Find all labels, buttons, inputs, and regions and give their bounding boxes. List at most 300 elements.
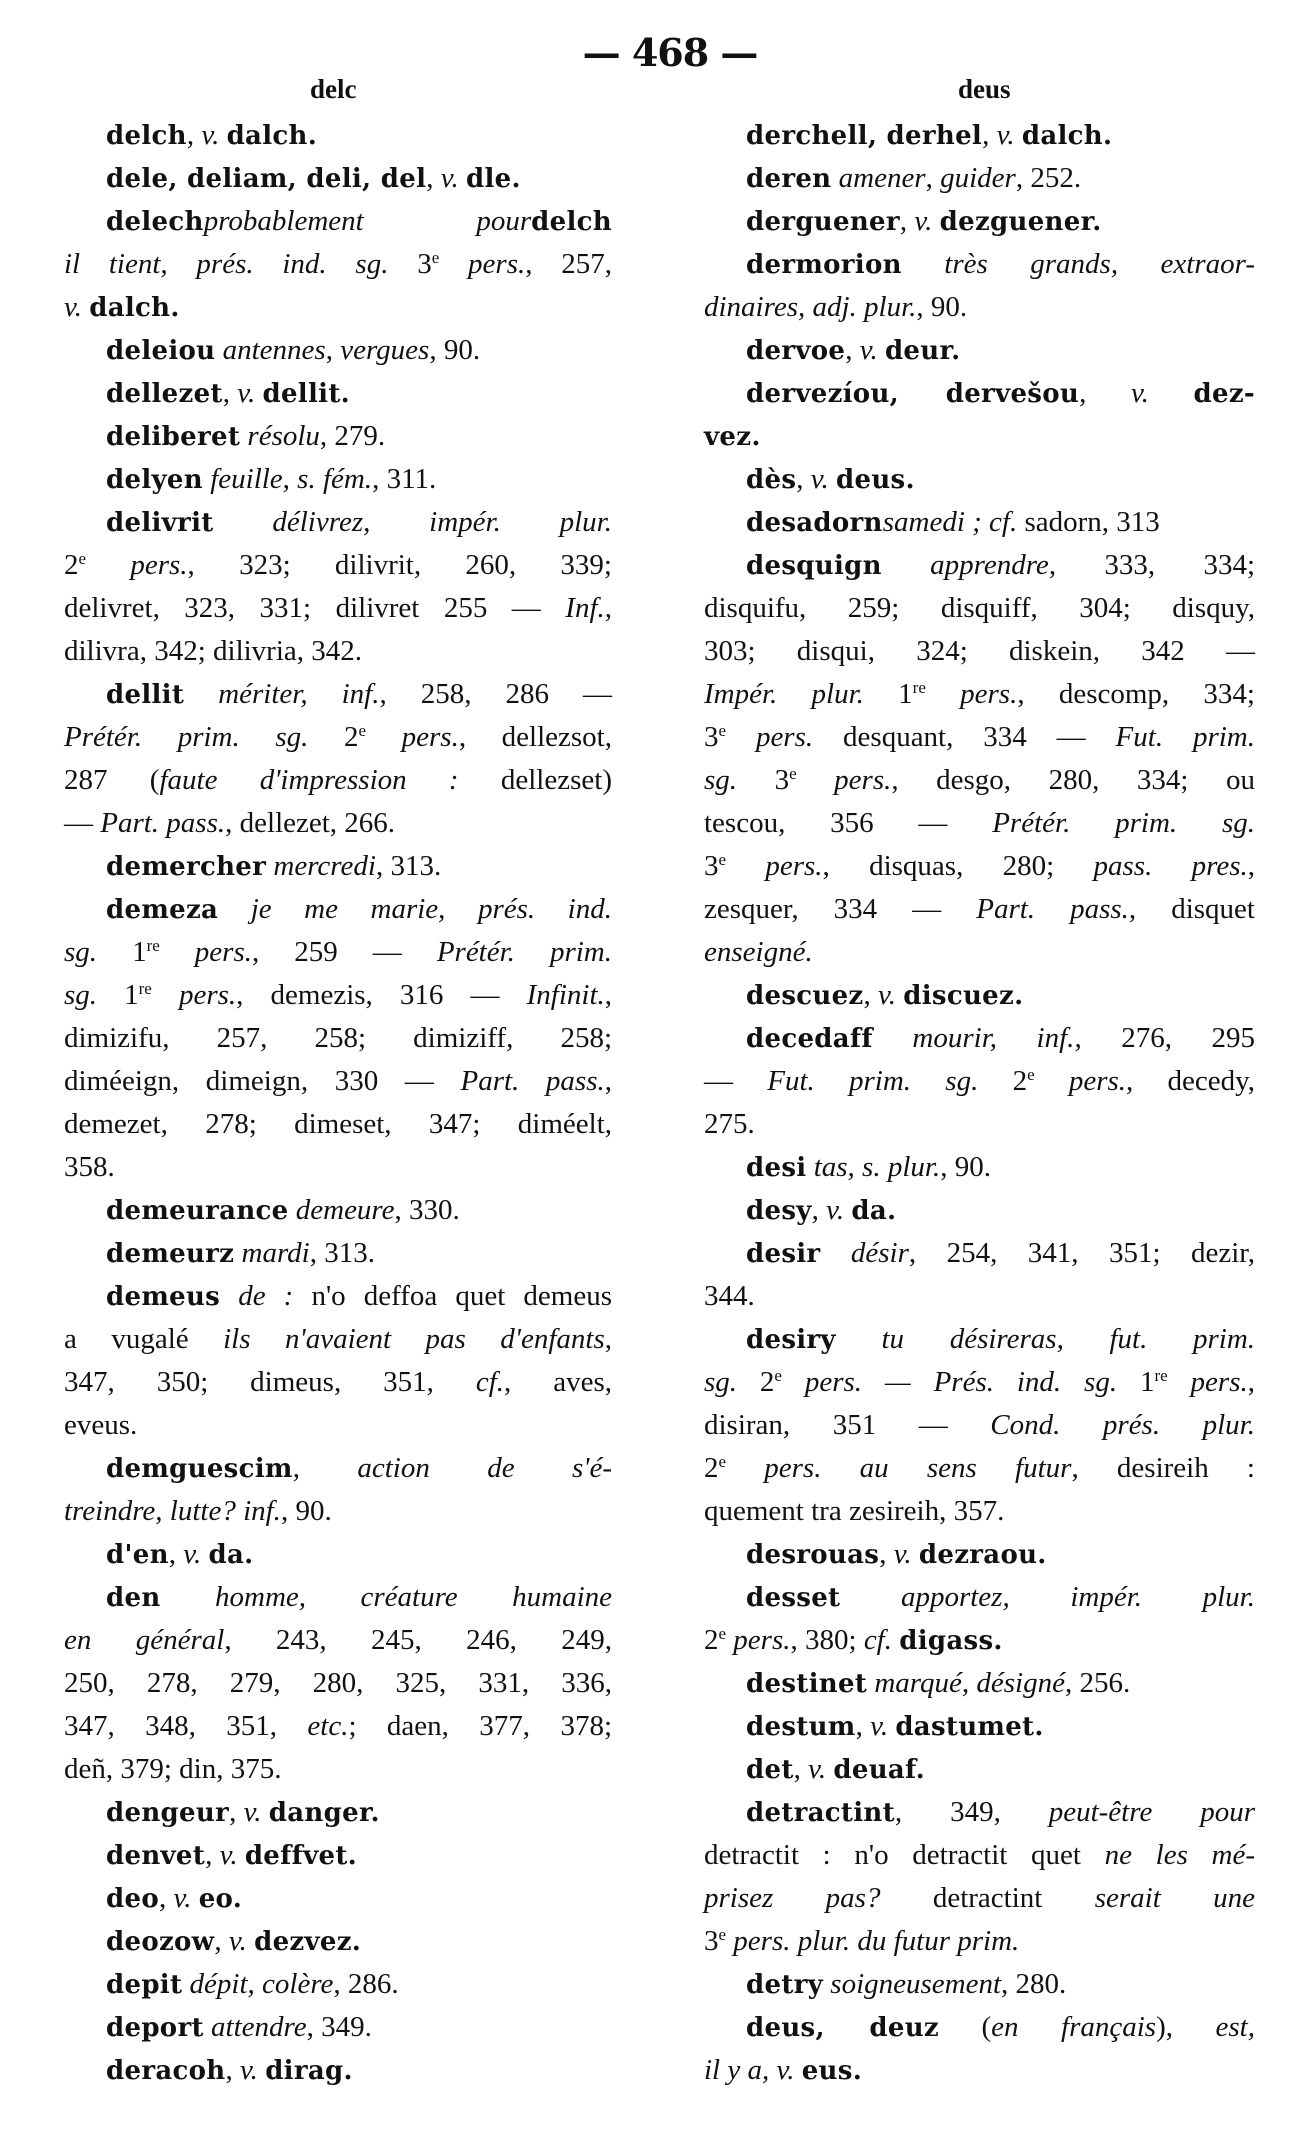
italic-text: résolu bbox=[247, 420, 320, 452]
roman-text: , disquet bbox=[1128, 893, 1255, 925]
roman-text bbox=[912, 1538, 919, 1570]
dictionary-continuation-line bbox=[64, 1705, 612, 1748]
dictionary-entry-line bbox=[64, 2006, 612, 2049]
headword: desir bbox=[746, 1239, 821, 1269]
superscript: e bbox=[718, 1624, 727, 1643]
roman-text bbox=[214, 506, 273, 538]
roman-text: , bbox=[604, 979, 612, 1011]
dictionary-entry-line bbox=[64, 1834, 612, 1877]
roman-text: , bbox=[793, 1753, 809, 1785]
italic-text: v. bbox=[64, 291, 82, 323]
italic-text: v. bbox=[228, 1925, 247, 1957]
italic-text: faute d'impression : bbox=[159, 764, 459, 796]
roman-text: detractint bbox=[880, 1882, 1095, 1914]
italic-text: pers. bbox=[796, 764, 892, 796]
italic-text: je me marie, prés. ind. bbox=[250, 893, 612, 925]
roman-text bbox=[902, 248, 944, 280]
roman-text: 2 bbox=[759, 1366, 775, 1398]
roman-text: , bbox=[1247, 1366, 1255, 1398]
headword: deus, deuz bbox=[746, 2013, 940, 2043]
dictionary-continuation-line bbox=[704, 1490, 1255, 1533]
italic-text: cf. bbox=[475, 1366, 505, 1398]
roman-text: , 90. bbox=[280, 1495, 332, 1527]
headword: descuez bbox=[746, 981, 864, 1011]
roman-text: , bbox=[1079, 377, 1131, 409]
superscript: e bbox=[431, 248, 440, 267]
roman-text: 287 ( bbox=[64, 764, 160, 796]
roman-text: 3 bbox=[704, 1925, 719, 1957]
dictionary-continuation-line bbox=[64, 1318, 612, 1361]
superscript: e bbox=[1027, 1065, 1035, 1084]
roman-text: tescou, 356 — bbox=[704, 807, 993, 839]
dictionary-entry-line bbox=[704, 501, 1255, 544]
roman-text: detractit : n'o detractit quet bbox=[704, 1839, 1105, 1871]
dictionary-entry-line bbox=[64, 1963, 612, 2006]
italic-text: Part. pass. bbox=[976, 893, 1129, 925]
italic-text: demeure bbox=[295, 1194, 395, 1226]
roman-text: delivret, 323, 331; dilivret 255 — bbox=[64, 592, 566, 624]
superscript: e bbox=[718, 1925, 727, 1944]
roman-text: , bbox=[186, 119, 202, 151]
headword: d'en bbox=[106, 1540, 169, 1570]
roman-text bbox=[161, 1581, 215, 1613]
headword: dermorion bbox=[746, 250, 902, 280]
headword: deus. bbox=[836, 465, 915, 495]
dictionary-continuation-line bbox=[704, 1447, 1255, 1490]
dictionary-entry-line bbox=[704, 1533, 1255, 1576]
italic-text: pass. pres. bbox=[1093, 850, 1248, 882]
headword: deport bbox=[106, 2013, 204, 2043]
headword: da. bbox=[208, 1540, 254, 1570]
roman-text: , 313. bbox=[375, 850, 442, 882]
roman-text: dimizifu, 257, 258; dimiziff, 258; bbox=[64, 1022, 612, 1054]
dictionary-continuation-line bbox=[704, 673, 1255, 716]
italic-text: il y a, v. bbox=[704, 2054, 795, 2086]
roman-text bbox=[840, 1581, 901, 1613]
headword: depit bbox=[106, 1970, 183, 2000]
roman-text: ), bbox=[1156, 2011, 1216, 2043]
italic-text: mourir, inf. bbox=[912, 1022, 1075, 1054]
headword: detractint bbox=[746, 1798, 895, 1828]
dictionary-entry-line bbox=[704, 1576, 1255, 1619]
superscript: re bbox=[146, 936, 160, 955]
dictionary-continuation-line bbox=[704, 802, 1255, 845]
roman-text: , bbox=[229, 1796, 244, 1828]
roman-text: , 257, bbox=[525, 248, 612, 280]
dictionary-continuation-line bbox=[704, 845, 1255, 888]
headword: dezraou. bbox=[918, 1540, 1047, 1570]
dictionary-entry-line bbox=[64, 200, 612, 243]
roman-text bbox=[182, 1968, 189, 2000]
headword: dalch. bbox=[89, 293, 180, 323]
roman-text: , bbox=[325, 334, 341, 366]
roman-text: , 259 — bbox=[252, 936, 437, 968]
roman-text: 275. bbox=[704, 1108, 755, 1140]
italic-text: mériter, inf. bbox=[218, 678, 380, 710]
roman-text bbox=[1149, 377, 1194, 409]
roman-text bbox=[219, 119, 226, 151]
dictionary-entry-line bbox=[704, 2006, 1255, 2049]
headword: denvet bbox=[106, 1841, 206, 1871]
dictionary-entry-line bbox=[704, 157, 1255, 200]
dictionary-entry-line bbox=[704, 329, 1255, 372]
italic-text: attendre bbox=[211, 2011, 307, 2043]
roman-text: 2 bbox=[64, 549, 79, 581]
dictionary-entry-line bbox=[64, 501, 612, 544]
italic-text: Prétér. prim. sg. bbox=[992, 807, 1255, 839]
roman-text: , 243, 245, 246, 249, bbox=[224, 1624, 613, 1656]
italic-text: serait une bbox=[1094, 1882, 1255, 1914]
italic-text: cf. bbox=[863, 1624, 892, 1656]
headword: derchell, derhel bbox=[746, 121, 983, 151]
italic-text: feuille, s. fém. bbox=[210, 463, 373, 495]
italic-text: v. bbox=[183, 1538, 202, 1570]
italic-text: sg. bbox=[704, 1366, 760, 1398]
italic-text: très grands, extraor- bbox=[944, 248, 1255, 280]
headword: desquign bbox=[746, 551, 882, 581]
roman-text bbox=[836, 1323, 882, 1355]
roman-text: , 256. bbox=[1064, 1667, 1131, 1699]
roman-text: , bbox=[982, 119, 997, 151]
headword: da. bbox=[851, 1196, 897, 1226]
headword: desiry bbox=[746, 1325, 836, 1355]
headword: destum bbox=[746, 1712, 856, 1742]
roman-text: , 280. bbox=[1001, 1968, 1067, 2000]
superscript: e bbox=[78, 549, 87, 568]
dictionary-continuation-line bbox=[704, 587, 1255, 630]
roman-text: , 252. bbox=[1015, 162, 1082, 194]
italic-text: probablement pour bbox=[203, 205, 532, 237]
roman-text bbox=[459, 162, 466, 194]
left-column bbox=[64, 114, 612, 2092]
roman-text bbox=[204, 2011, 211, 2043]
roman-text: 2 bbox=[704, 1624, 719, 1656]
roman-text: 2 bbox=[704, 1452, 719, 1484]
headword: delch bbox=[106, 121, 187, 151]
headword: delch bbox=[531, 207, 612, 237]
italic-text: v. bbox=[1130, 377, 1149, 409]
headword: deo bbox=[106, 1884, 159, 1914]
italic-text: action de s'é- bbox=[357, 1452, 613, 1484]
roman-text: 347, 348, 351, bbox=[64, 1710, 308, 1742]
roman-text bbox=[215, 334, 222, 366]
italic-text: v. bbox=[243, 1796, 262, 1828]
roman-text: 1 bbox=[132, 936, 147, 968]
roman-text bbox=[882, 549, 930, 581]
italic-text: v. bbox=[173, 1882, 192, 1914]
italic-text: délivrez, impér. plur. bbox=[272, 506, 613, 538]
headword: dervoe bbox=[746, 336, 846, 366]
italic-text: pers. bbox=[925, 678, 1018, 710]
dictionary-entry-line bbox=[704, 1232, 1255, 1275]
roman-text: , 276, 295 bbox=[1074, 1022, 1255, 1054]
headword: dalch. bbox=[1021, 121, 1113, 151]
dictionary-continuation-line bbox=[704, 415, 1255, 458]
roman-text: , desgo, 280, 334; ou bbox=[891, 764, 1255, 796]
italic-text: en général bbox=[64, 1624, 225, 1656]
roman-text bbox=[220, 1280, 238, 1312]
roman-text: , bbox=[214, 1925, 229, 1957]
roman-text: , bbox=[225, 2054, 240, 2086]
roman-text: , bbox=[855, 1710, 871, 1742]
dictionary-continuation-line bbox=[64, 1146, 612, 1189]
headword: demercher bbox=[106, 852, 267, 882]
italic-text: pers. bbox=[726, 721, 814, 753]
roman-text bbox=[820, 1237, 850, 1269]
italic-text: pers. bbox=[726, 1624, 791, 1656]
italic-text: guider bbox=[940, 162, 1016, 194]
headword: delech bbox=[106, 207, 204, 237]
dictionary-entry-line bbox=[704, 1189, 1255, 1232]
dictionary-entry-line bbox=[64, 1533, 612, 1576]
headword: deracoh bbox=[106, 2056, 226, 2086]
roman-text: , bbox=[845, 334, 860, 366]
roman-text: , desireih : bbox=[1071, 1452, 1255, 1484]
roman-text: , bbox=[1247, 850, 1255, 882]
italic-text: pers. au sens futur bbox=[726, 1452, 1072, 1484]
headword: vez. bbox=[704, 422, 761, 452]
headword: dès bbox=[746, 465, 797, 495]
italic-text: dinaires, adj. plur. bbox=[704, 291, 917, 323]
roman-text bbox=[831, 162, 838, 194]
roman-text: , dellezsot, bbox=[458, 721, 612, 753]
headword: derguener bbox=[746, 207, 900, 237]
roman-text bbox=[1015, 119, 1022, 151]
roman-text bbox=[932, 205, 939, 237]
roman-text bbox=[184, 678, 218, 710]
roman-text: dellezset) bbox=[458, 764, 612, 796]
dictionary-continuation-line bbox=[704, 1619, 1255, 1662]
roman-text bbox=[247, 1925, 254, 1957]
dictionary-entry-line bbox=[704, 1748, 1255, 1791]
roman-text: , descomp, 334; bbox=[1017, 678, 1255, 710]
roman-text: 1 bbox=[1139, 1366, 1155, 1398]
roman-text: , bbox=[292, 1452, 358, 1484]
headword: eus. bbox=[801, 2056, 863, 2086]
italic-text: Impér. plur. bbox=[704, 678, 899, 710]
dictionary-entry-line bbox=[64, 157, 612, 200]
headword: deleiou bbox=[106, 336, 216, 366]
dictionary-entry-line bbox=[704, 458, 1255, 501]
headword: detry bbox=[746, 1970, 824, 2000]
dictionary-entry-line bbox=[704, 200, 1255, 243]
headword: deuaf. bbox=[833, 1755, 925, 1785]
roman-text: , 258, 286 — bbox=[379, 678, 612, 710]
dictionary-entry-line bbox=[704, 1791, 1255, 1834]
headword: desset bbox=[746, 1583, 841, 1613]
italic-text: ils n'avaient pas d'enfants bbox=[223, 1323, 605, 1355]
roman-text: 347, 350; dimeus, 351, bbox=[64, 1366, 476, 1398]
dictionary-entry-line bbox=[64, 372, 612, 415]
dictionary-entry-line bbox=[704, 544, 1255, 587]
italic-text: soigneusement bbox=[830, 1968, 1002, 2000]
roman-text: , bbox=[604, 592, 612, 624]
dictionary-continuation-line bbox=[64, 759, 612, 802]
roman-text: , bbox=[899, 205, 915, 237]
italic-text: pers. bbox=[439, 248, 526, 280]
superscript: e bbox=[718, 721, 727, 740]
italic-text: pers. bbox=[366, 721, 459, 753]
italic-text: v. bbox=[239, 2054, 258, 2086]
dictionary-continuation-line bbox=[64, 544, 612, 587]
headword: eo. bbox=[198, 1884, 243, 1914]
dictionary-entry-line bbox=[64, 458, 612, 501]
italic-text: pers. bbox=[151, 979, 237, 1011]
headword: dele, deliam, deli, del bbox=[106, 164, 427, 194]
italic-text: de : bbox=[238, 1280, 294, 1312]
italic-text: tas, s. plur. bbox=[813, 1151, 941, 1183]
dictionary-entry-line bbox=[704, 1705, 1255, 1748]
headword: dellit. bbox=[262, 379, 350, 409]
roman-text: , bbox=[925, 162, 941, 194]
roman-text: , aves, bbox=[504, 1366, 612, 1398]
italic-text: v. bbox=[870, 1710, 889, 1742]
headword: danger. bbox=[268, 1798, 380, 1828]
roman-text: 1 bbox=[124, 979, 139, 1011]
roman-text: , bbox=[796, 463, 811, 495]
dictionary-continuation-line bbox=[704, 1877, 1255, 1920]
roman-text: , bbox=[158, 1882, 174, 1914]
italic-text: sg. bbox=[704, 764, 775, 796]
roman-text: 2 bbox=[1012, 1065, 1028, 1097]
roman-text bbox=[829, 463, 836, 495]
italic-text: amener bbox=[838, 162, 926, 194]
roman-text: , bbox=[604, 1323, 613, 1355]
italic-text: v. bbox=[893, 1538, 912, 1570]
running-head-right: deus bbox=[958, 74, 1011, 104]
italic-text: désir bbox=[850, 1237, 909, 1269]
roman-text: , bbox=[205, 1839, 220, 1871]
dictionary-continuation-line bbox=[64, 286, 612, 329]
superscript: re bbox=[912, 678, 926, 697]
italic-text: pers. bbox=[1034, 1065, 1127, 1097]
dictionary-entry-line bbox=[704, 1017, 1255, 1060]
dictionary-continuation-line bbox=[64, 630, 612, 673]
roman-text bbox=[289, 1194, 296, 1226]
running-head-left: delc bbox=[310, 74, 357, 104]
dictionary-continuation-line bbox=[64, 243, 612, 286]
dictionary-continuation-line bbox=[64, 931, 612, 974]
roman-text: 303; disqui, 324; diskein, 342 — bbox=[704, 635, 1255, 667]
italic-text: prisez pas? bbox=[704, 1882, 881, 1914]
roman-text: , 349, bbox=[894, 1796, 1049, 1828]
dictionary-entry-line bbox=[704, 1662, 1255, 1705]
dictionary-entry-line bbox=[704, 243, 1255, 286]
roman-text bbox=[201, 1538, 208, 1570]
italic-text: homme, créature humaine bbox=[215, 1581, 613, 1613]
roman-text: , bbox=[811, 1194, 827, 1226]
roman-text bbox=[218, 893, 251, 925]
italic-text: antennes bbox=[222, 334, 326, 366]
headword: decedaff bbox=[746, 1024, 873, 1054]
dictionary-continuation-line bbox=[64, 802, 612, 845]
italic-text: v. bbox=[914, 205, 933, 237]
italic-text: marqué, désigné bbox=[874, 1667, 1065, 1699]
dictionary-continuation-line bbox=[704, 888, 1255, 931]
dictionary-entry-line bbox=[64, 1447, 612, 1490]
roman-text: — bbox=[704, 1065, 768, 1097]
italic-text: Cond. prés. plur. bbox=[990, 1409, 1255, 1441]
italic-text: mardi bbox=[241, 1237, 310, 1269]
roman-text: , 286. bbox=[333, 1968, 399, 2000]
roman-text bbox=[262, 1796, 269, 1828]
roman-text: eveus. bbox=[64, 1409, 138, 1441]
italic-text: v. bbox=[219, 1839, 238, 1871]
roman-text: , 279. bbox=[319, 420, 386, 452]
dictionary-entry-line bbox=[64, 1576, 612, 1619]
roman-text: 3 bbox=[704, 850, 719, 882]
superscript: e bbox=[774, 1366, 782, 1385]
roman-text: 358. bbox=[64, 1151, 115, 1183]
italic-text: Inf. bbox=[565, 592, 605, 624]
page-number: — 468 — bbox=[582, 30, 758, 75]
dictionary-entry-line bbox=[704, 1318, 1255, 1361]
roman-text: , bbox=[863, 979, 879, 1011]
roman-text bbox=[238, 1839, 245, 1871]
dictionary-continuation-line bbox=[704, 931, 1255, 974]
dictionary-entry-line bbox=[64, 888, 612, 931]
italic-text: v. bbox=[810, 463, 829, 495]
headword: dastumet. bbox=[895, 1712, 1044, 1742]
dictionary-entry-line bbox=[64, 1791, 612, 1834]
italic-text: pers. bbox=[726, 850, 823, 882]
dictionary-continuation-line bbox=[64, 1748, 612, 1791]
dictionary-entry-line bbox=[64, 673, 612, 716]
roman-text: , 90. bbox=[940, 1151, 991, 1183]
roman-text: ( bbox=[939, 2011, 992, 2043]
roman-text: desquant, 334 — bbox=[813, 721, 1116, 753]
italic-text: treindre, lutte? inf. bbox=[64, 1495, 281, 1527]
roman-text: ; daen, 377, 378; bbox=[348, 1710, 613, 1742]
roman-text: , demezis, 316 — bbox=[236, 979, 527, 1011]
superscript: e bbox=[358, 721, 367, 740]
italic-text: v. bbox=[996, 119, 1015, 151]
dictionary-entry-line bbox=[64, 2049, 612, 2092]
dictionary-continuation-line bbox=[64, 974, 612, 1017]
italic-text: sg. bbox=[64, 936, 133, 968]
italic-text: Fut. prim. bbox=[1115, 721, 1255, 753]
roman-text: , bbox=[168, 1538, 184, 1570]
headword: dirag. bbox=[265, 2056, 353, 2086]
roman-text: 2 bbox=[343, 721, 359, 753]
dictionary-continuation-line bbox=[64, 1490, 612, 1533]
dictionary-entry-line bbox=[64, 1232, 612, 1275]
italic-text: il tient, prés. ind. sg. bbox=[64, 248, 418, 280]
roman-text: , dellezet, 266. bbox=[225, 807, 396, 839]
roman-text: , 90. bbox=[916, 291, 968, 323]
dictionary-continuation-line bbox=[704, 716, 1255, 759]
headword: dezguener. bbox=[939, 207, 1102, 237]
roman-text: deñ, 379; din, 375. bbox=[64, 1753, 282, 1785]
dictionary-entry-line bbox=[704, 114, 1255, 157]
dictionary-continuation-line bbox=[704, 1834, 1255, 1877]
roman-text: — bbox=[64, 807, 101, 839]
roman-text: 3 bbox=[774, 764, 790, 796]
roman-text bbox=[794, 2054, 801, 2086]
italic-text: v. bbox=[440, 162, 459, 194]
italic-text: tu désireras, fut. prim. bbox=[881, 1323, 1256, 1355]
headword: delyen bbox=[106, 465, 203, 495]
roman-text: 250, 278, 279, 280, 325, 331, 336, bbox=[64, 1667, 612, 1699]
roman-text bbox=[234, 1237, 241, 1269]
italic-text: Fut. prim. sg. bbox=[767, 1065, 1013, 1097]
roman-text: 3 bbox=[417, 248, 432, 280]
italic-text: pers. bbox=[159, 936, 252, 968]
dictionary-entry-line bbox=[704, 372, 1255, 415]
headword: deliberet bbox=[106, 422, 241, 452]
dictionary-continuation-line bbox=[704, 2049, 1255, 2092]
superscript: re bbox=[1154, 1366, 1168, 1385]
